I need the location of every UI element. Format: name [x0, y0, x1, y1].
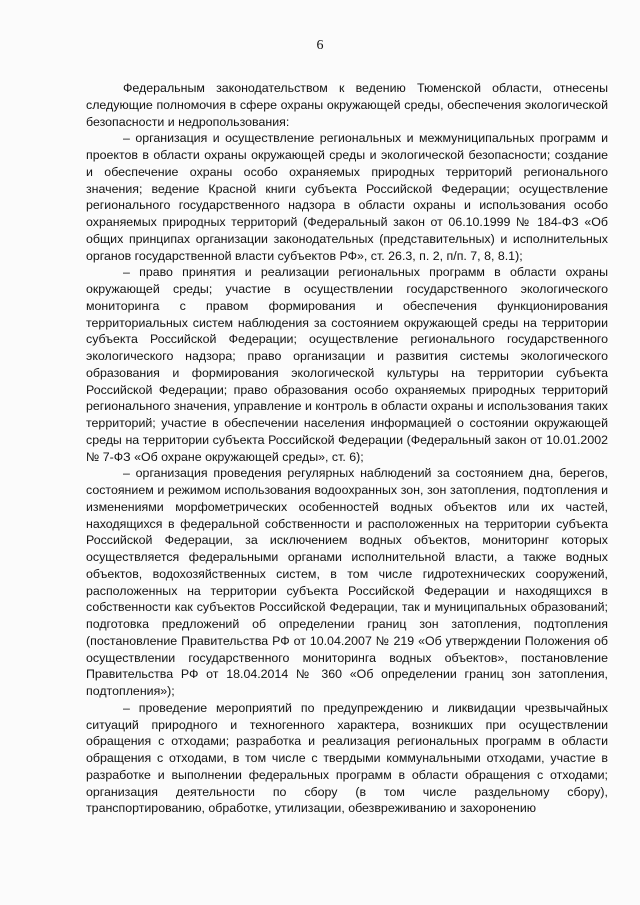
paragraph-intro: Федеральным законодательством к ведению Тюменской области, отнесены следующие полномочия в сфере охраны окружающей среды, обеспечения экологической безопасности и недропользования: [86, 81, 608, 129]
paragraph-waste-management: – проведение мероприятий по предупреждению и ликвидации чрезвычайных ситуаций природного и техногенного характера, возникших при осуществлении обращения с отходами; разработка и реализация региональных программ в области обращения с отходами, в том числе с твердыми коммунальными отходами, участие в разработке и выполнении федеральных программ в области обращения с отходами; организация деятельности по сбору (в том числе раздельному сбору), транспортированию, обработке, утилизации, обезвреживанию и захоронению [86, 700, 608, 816]
paragraph-water-monitoring: – организация проведения регулярных наблюдений за состоянием дна, берегов, состоянием и режимом использования водоохранных зон, зон затопления, подтопления и изменениями морфометрических особенностей водных объектов или их частей, находящихся в федеральной собственности и расположенных на территории субъекта Российской Федерации, за исключением водных объектов, мониторинг которых осуществляется федеральными органами исполнительной власти, а также водных объектов, водохозяйственных систем, в том числе гидротехнических сооружений, расположенных на территории субъекта Российской Федерации и находящихся в собственности как субъектов Российской Федерации, так и муниципальных образований; подготовка предложений об определении границ зон затопления, подтопления (постановление Правительства РФ от 10.04.2007 № 219 «Об утверждении Положения об осуществлении государственного мониторинга водных объектов», постановление Правительства РФ от 18.04.2014 № 360 «Об определении границ зон затопления, подтопления»); [86, 466, 608, 698]
paragraph-regional-programs: – организация и осуществление региональных и межмуниципальных программ и проектов в области охраны окружающей среды и экологической безопасности; создание и обеспечение охраны особо охраняемых природных территорий регионального значения; ведение Красной книги субъекта Российской Федерации; осуществление регионального государственного надзора в области охраны и использования особо охраняемых природных территорий (Федеральный закон от 06.10.1999 № 184-ФЗ «Об общих принципах организации законодательных (представительных) и исполнительных органов государственной власти субъектов РФ», ст. 26.3, п. 2, п/п. 7, 8, 8.1); [86, 131, 608, 263]
paragraph-environmental-rights: – право принятия и реализации региональных программ в области охраны окружающей среды; участие в осуществлении государственного экологического мониторинга с правом формирования и обеспечения функционирования территориальных систем наблюдения за состоянием окружающей среды на территории субъекта Российской Федерации; осуществление регионального государственного экологического надзора; право организации и развития системы экологического образования и формирования экологической культуры на территории субъекта Российской Федерации; право образования особо охраняемых природных территорий регионального значения, управление и контроль в области охраны и использования таких территорий; участие в обеспечении населения информацией о состоянии окружающей среды на территории субъекта Российской Федерации (Федеральный закон от 10.01.2002 № 7-ФЗ «Об охране окружающей среды», ст. 6); [86, 265, 608, 464]
page-number: 6 [316, 38, 324, 53]
document-body [86, 80, 608, 817]
